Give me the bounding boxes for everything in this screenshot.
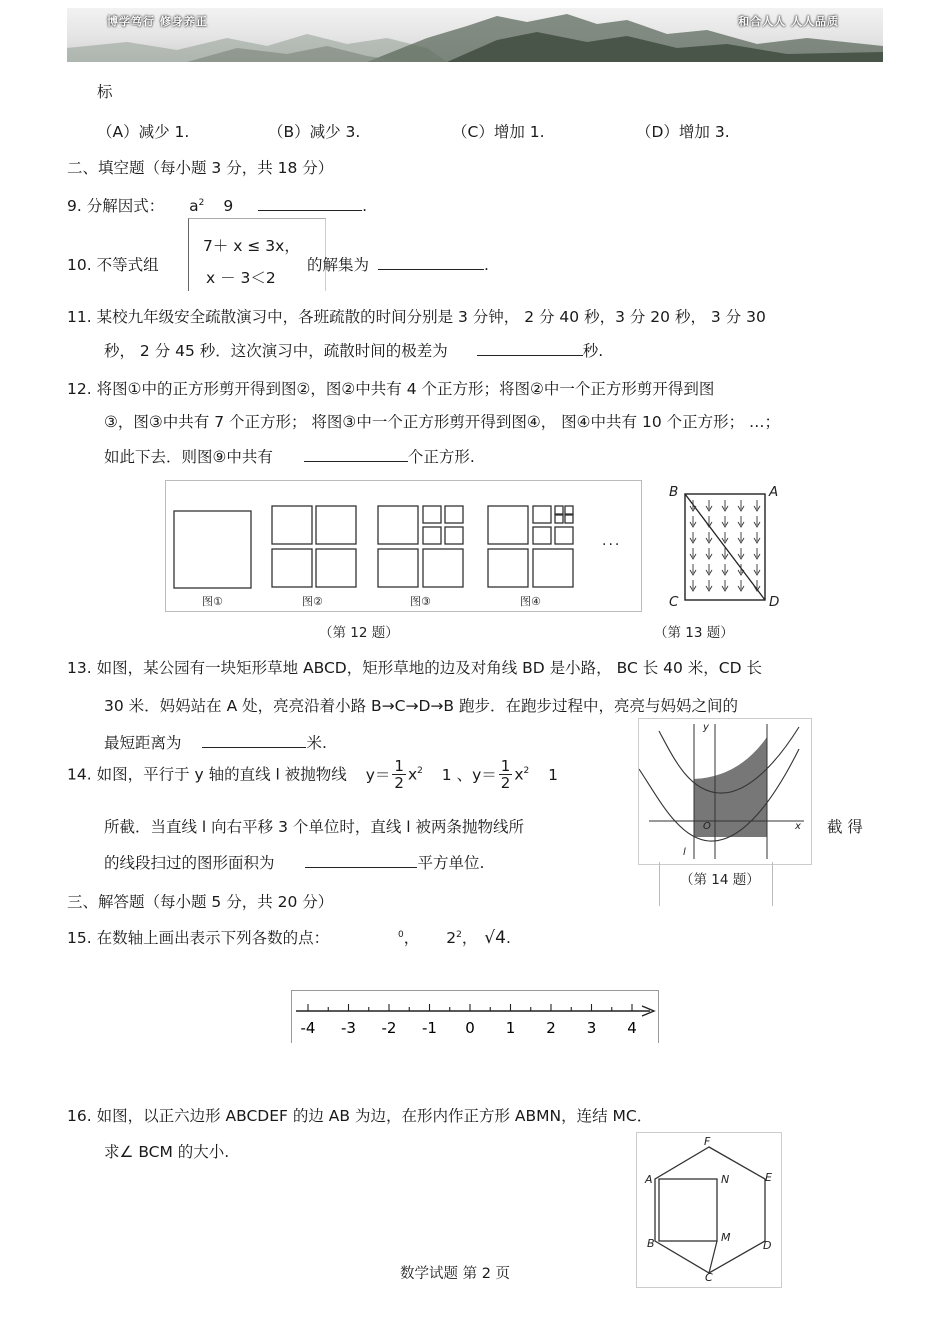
fig16-vertex-n: N <box>721 1173 730 1186</box>
fig16-vertex-a: A <box>645 1173 653 1186</box>
fig12-caption: （第 12 题） <box>319 625 399 641</box>
q11-line2 <box>104 339 603 361</box>
q15-sqrt4: √4 <box>484 928 506 948</box>
q14-line2-right: 截 得 <box>827 818 863 836</box>
q16-line1: 16. 如图，以正六边形 ABCDEF 的边 AB 为边，在形内作正方形 ABMN，连结 MC． <box>67 1107 653 1125</box>
q9-answer-blank <box>258 196 362 211</box>
fig14-caption-border-left <box>659 862 660 906</box>
number-line-label: -3 <box>341 1019 356 1037</box>
question-9 <box>67 194 367 216</box>
q12-answer-blank <box>304 447 408 462</box>
q15-end: . <box>505 929 511 947</box>
fig13-vertex-a: A <box>769 484 779 500</box>
q14-exp1: 2 <box>417 765 423 776</box>
figure-12 <box>165 480 642 612</box>
fig14-caption: （第 14 题） <box>680 872 760 888</box>
fig12-label-3: 图③ <box>410 595 431 608</box>
q14-frac2-num: 1 <box>500 757 511 775</box>
q14-exp2: 2 <box>523 765 530 776</box>
q15-sup2: 2 <box>456 929 462 940</box>
fig12-label-2: 图② <box>302 595 323 608</box>
q14-unit: 平方单位. <box>417 854 485 872</box>
q12-line2: ③，图③中共有 7 个正方形； 将图③中一个正方形剪开得到图④， 图④中共有 10 个正方形； …； <box>104 413 781 431</box>
q14-line1 <box>67 758 558 791</box>
q10-line1: 7＋ x ≤ 3x， <box>203 237 300 255</box>
q14-line3 <box>104 851 484 873</box>
section-2-heading: 二、填空题（每小题 3 分，共 18 分） <box>67 159 334 177</box>
q13-answer-blank <box>202 733 306 748</box>
q12-unit: 个正方形. <box>407 448 475 466</box>
q11-line2-text: 秒， 2 分 45 秒．这次演习中，疏散时间的极差为 <box>104 342 448 360</box>
q14-answer-blank <box>305 853 417 868</box>
q13-unit: 米. <box>306 734 327 752</box>
q13-line3-text: 最短距离为 <box>104 734 182 752</box>
fig16-vertex-m: M <box>721 1231 731 1244</box>
fig14-y-label: y <box>703 722 709 733</box>
q14-y1: y＝ <box>365 765 391 784</box>
fig14-line-label: l <box>683 847 686 858</box>
header-left-text: 博学笃行 修身养正 <box>107 15 208 28</box>
q14-frac1-den: 2 <box>394 774 404 792</box>
q11-line1: 11. 某校九年级安全疏散演习中，各班疏散的时间分别是 3 分钟， 2 分 40 秒，3 分 20 秒， 3 分 30 <box>67 308 766 326</box>
fig16-vertex-b: B <box>647 1237 655 1250</box>
q14-frac1-num: 1 <box>394 757 404 775</box>
q14-line1-text: 14. 如图，平行于 y 轴的直线 l 被抛物线 <box>67 765 347 784</box>
fig13-vertex-d: D <box>769 594 780 610</box>
q9-constant: 9 <box>223 197 234 215</box>
q9-end: . <box>362 197 368 215</box>
q15-text: 15. 在数轴上画出表示下列各数的点： <box>67 929 330 947</box>
fig13-caption: （第 13 题） <box>654 625 734 641</box>
figure-13 <box>665 482 785 612</box>
q10-prefix: 10. 不等式组 <box>67 256 159 274</box>
q10-answer-blank <box>378 255 484 270</box>
q14-x2: x <box>514 765 524 784</box>
fig13-vertex-b: B <box>669 484 679 500</box>
q8-option-c: （C）增加 1. <box>452 123 545 141</box>
q10-end: . <box>483 256 489 274</box>
fig12-ellipsis: ··· <box>602 537 622 553</box>
q11-answer-blank <box>477 341 583 356</box>
q13-line1: 13. 如图，某公园有一块矩形草地 ABCD，矩形草地的边及对角线 BD 是小路， BC 长 40 米，CD 长 <box>67 659 762 677</box>
number-line <box>291 990 659 1043</box>
q8-option-a: （A）减少 1. <box>97 123 190 141</box>
q12-line3-text: 如此下去．则图⑨中共有 <box>104 448 273 466</box>
q9-prefix: 9. 分解因式： <box>67 197 165 215</box>
fig16-vertex-e: E <box>765 1171 772 1184</box>
fig14-x-label: x <box>795 821 801 832</box>
q10-suffix-wrap <box>307 253 489 275</box>
q13-line2: 30 米．妈妈站在 A 处，亮亮沿着小路 B→C→D→B 跑步．在跑步过程中，亮亮与妈妈之间的 <box>104 697 738 715</box>
q14-frac2-den: 2 <box>500 774 511 792</box>
header-right-text: 和合人人 人人品质 <box>738 15 839 28</box>
q13-line3 <box>104 731 327 753</box>
q15-comma1: ， <box>403 929 420 947</box>
q14-x1: x <box>407 765 418 784</box>
fig14-origin-label: O <box>703 821 711 832</box>
number-line-label: 0 <box>465 1019 475 1037</box>
q12-line3 <box>104 445 475 467</box>
q10-suffix: 的解集为 <box>307 256 370 274</box>
header-banner <box>67 8 883 62</box>
page-footer: 数学试题 第 2 页 <box>400 1266 511 1282</box>
number-line-label: 3 <box>586 1019 597 1037</box>
q14-line2: 所截．当直线 l 向右平移 3 个单位时，直线 l 被两条抛物线所 <box>104 818 525 836</box>
q15-sup0: 0 <box>398 929 404 940</box>
number-line-label: 4 <box>627 1019 637 1037</box>
fig12-label-4: 图④ <box>520 595 541 608</box>
q9-exponent: 2 <box>198 197 205 208</box>
number-line-label: 2 <box>546 1019 556 1037</box>
q14-mid: 1 、y＝ <box>441 765 497 784</box>
figure-14 <box>638 718 812 865</box>
q15-two: 2 <box>446 929 457 947</box>
number-line-label: 1 <box>505 1019 516 1037</box>
number-line-label: -1 <box>422 1019 437 1037</box>
fig16-vertex-f: F <box>704 1135 711 1148</box>
q12-line1: 12. 将图①中的正方形剪开得到图②，图②中共有 4 个正方形；将图②中一个正方形剪开得到图 <box>67 380 715 398</box>
figure-16 <box>636 1132 782 1288</box>
fig12-label-1: 图① <box>202 595 223 608</box>
fig16-vertex-c: C <box>705 1271 713 1284</box>
number-line-label: -2 <box>381 1019 397 1037</box>
q8-option-d: （D）增加 3. <box>636 123 730 141</box>
fig16-vertex-d: D <box>763 1239 772 1252</box>
q16-line2: 求∠ BCM 的大小. <box>104 1143 230 1161</box>
q14-line3-text: 的线段扫过的图形面积为 <box>104 854 275 872</box>
fig13-vertex-c: C <box>669 594 679 610</box>
q9-base: a <box>189 197 199 215</box>
q8-tail: 标 <box>97 83 113 101</box>
q8-option-b: （B）减少 3. <box>268 123 361 141</box>
question-15 <box>67 926 511 948</box>
fig14-caption-border-right <box>772 862 773 906</box>
section-3-heading: 三、解答题（每小题 5 分，共 20 分） <box>67 893 334 911</box>
number-line-label: -4 <box>300 1019 316 1037</box>
q10-line2: x － 3＜2 <box>206 269 276 287</box>
q11-unit: 秒. <box>582 342 604 360</box>
q14-const2: 1 <box>548 765 559 784</box>
q15-comma2: ， <box>461 929 478 947</box>
